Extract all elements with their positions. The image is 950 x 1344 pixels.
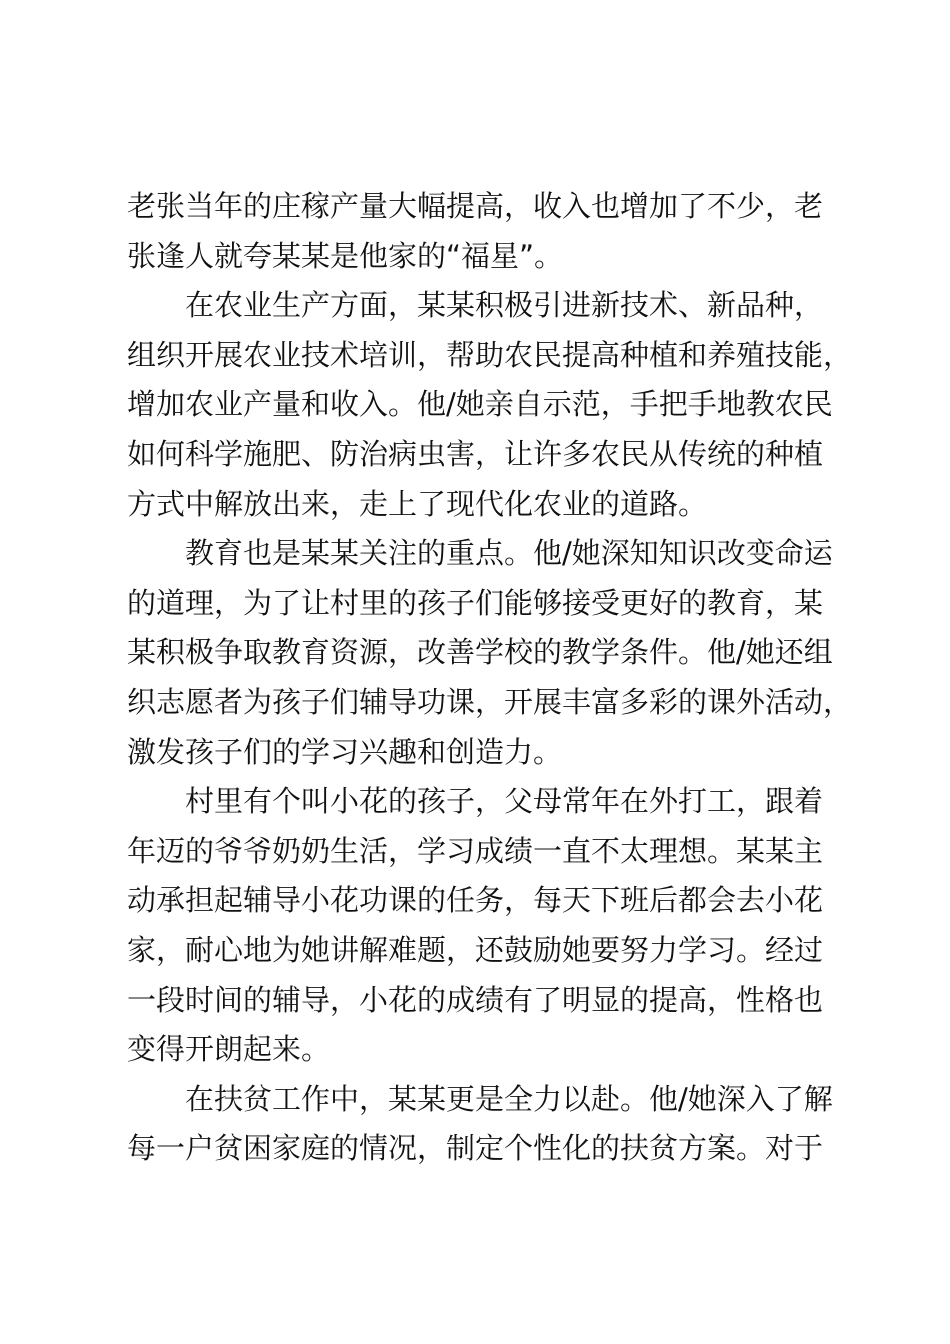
body-text <box>127 182 867 1174</box>
text-line: 的道理，为了让村里的孩子们能够接受更好的教育，某 <box>127 585 824 620</box>
text-line: 张逢人就夸某某是他家的“福星”。 <box>127 238 564 273</box>
text-line: 每一户贫困家庭的情况，制定个性化的扶贫方案。对于 <box>127 1131 824 1166</box>
text-line: 老张当年的庄稼产量大幅提高，收入也增加了不少，老 <box>127 189 824 223</box>
text-line: 方式中解放出来，走上了现代化农业的道路。 <box>127 486 708 521</box>
text-line: 如何科学施肥、防治病虫害，让许多农民从传统的种植 <box>127 436 824 471</box>
text-line: 一段时间的辅导，小花的成绩有了明显的提高，性格也 <box>127 982 824 1017</box>
text-line: 某积极争取教育资源，改善学校的教学条件。他/她还组 <box>127 635 833 670</box>
paragraph-first-line: 在农业生产方面，某某积极引进新技术、新品种， <box>185 288 824 323</box>
text-line: 激发孩子们的学习兴趣和创造力。 <box>127 734 563 769</box>
text-line: 增加农业产量和收入。他/她亲自示范，手把手地教农民 <box>127 387 833 422</box>
text-line: 织志愿者为孩子们辅导功课，开展丰富多彩的课外活动， <box>127 684 853 719</box>
paragraph-first-line: 教育也是某某关注的重点。他/她深知知识改变命运 <box>185 536 833 571</box>
text-line: 动承担起辅导小花功课的任务，每天下班后都会去小花 <box>127 883 824 918</box>
paragraph-first-line: 在扶贫工作中，某某更是全力以赴。他/她深入了解 <box>185 1081 833 1116</box>
text-line: 家，耐心地为她讲解难题，还鼓励她要努力学习。经过 <box>127 932 824 967</box>
text-line: 组织开展农业技术培训，帮助农民提高种植和养殖技能， <box>127 337 853 372</box>
text-line: 年迈的爷爷奶奶生活，学习成绩一直不太理想。某某主 <box>127 833 824 868</box>
paragraph-first-line: 村里有个叫小花的孩子，父母常年在外打工，跟着 <box>185 784 824 819</box>
text-line: 变得开朗起来。 <box>127 1032 331 1067</box>
